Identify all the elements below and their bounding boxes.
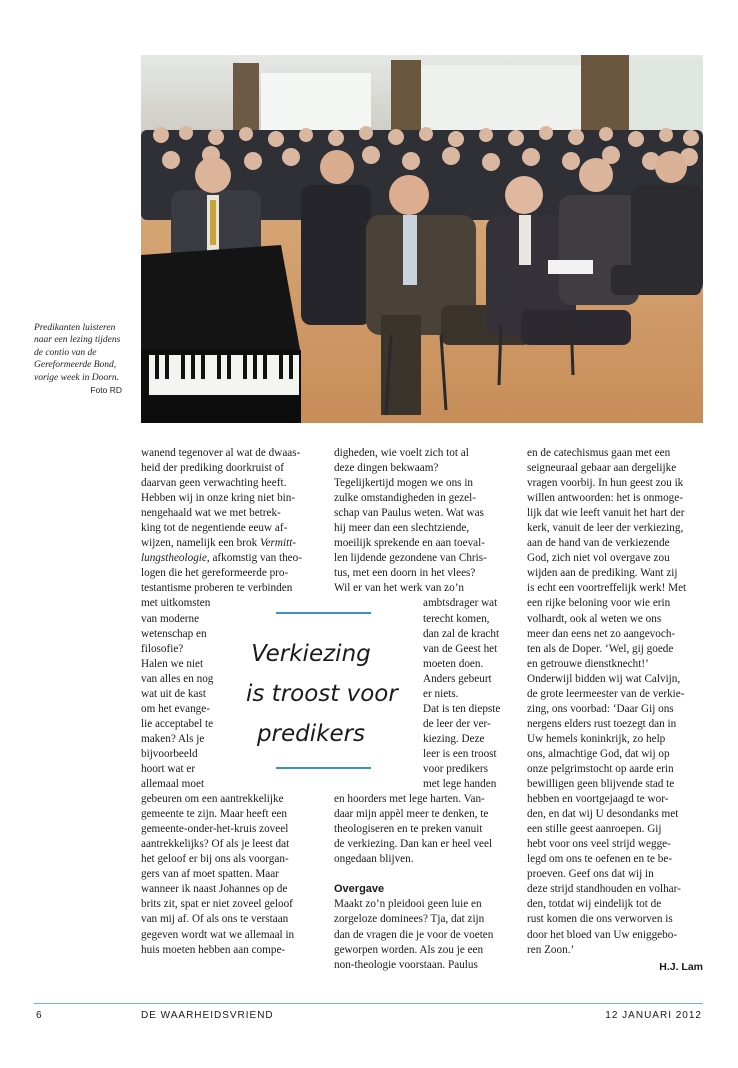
text-line: den, en dat wij U desondanks met	[527, 808, 679, 821]
blank-line	[334, 867, 500, 882]
text-line: non-theologie voorstaan. Paulus	[334, 958, 478, 971]
text-line: het geloof er bij ons als voorgan-	[141, 853, 289, 866]
text-line: gegeven wordt wat we allemaal in	[141, 928, 295, 941]
text-line: Dat is ten diepste	[423, 702, 501, 715]
text-line: filosofie?	[141, 642, 184, 655]
caption-line: de contio van de	[34, 347, 97, 358]
text-line: theologiseren en te preken vanuit	[334, 823, 483, 836]
text-line: willen antwoorden: het is onmoge-	[527, 492, 683, 505]
text-line: hebben en voortgejaagd te wor-	[527, 793, 669, 806]
text-line: Tegelijkertijd mogen we ons in	[334, 477, 474, 490]
issue-date: 12 JANUARI 2012	[605, 1010, 702, 1021]
text-line: terecht komen,	[423, 612, 490, 625]
text-line: den, totdat wij eindelijk tot de	[527, 898, 662, 911]
text-line: ren Zoon.’	[527, 943, 575, 956]
text-line: king tot de negentiende eeuw af-	[141, 522, 288, 535]
text-line: is echt een voortreffelijk werk! Met	[527, 582, 687, 595]
text-line: gebeuren om een aantrekkelijke	[141, 793, 284, 806]
text-line: van mij af. Of als ons te verstaan	[141, 913, 289, 926]
text-line: om het evange-	[141, 702, 210, 715]
text-line: Maakt zo’n pleidooi geen luie en	[334, 898, 482, 911]
text-line: de verkiezing. Dan kan er heel veel	[334, 838, 493, 851]
text-line: rust komen die ons verworven is	[527, 913, 673, 926]
text-line: Hebben wij in onze kring niet bin-	[141, 492, 296, 505]
text-line: vragen voorbij. In hun geest zou ik	[527, 477, 684, 490]
text-line: een rijke beloning voor wie erin	[527, 597, 671, 610]
text-line: bijvoorbeeld	[141, 747, 198, 760]
text-line: dan de vragen die je voor de voeten	[334, 928, 494, 941]
text-line: kerk, vanuit de leer der verkiezing,	[527, 522, 684, 535]
text-line: gemeente-onder-het-kruis zoveel	[141, 823, 289, 836]
text-line	[141, 551, 302, 566]
text-line: onze pelgrimstocht op aarde erin	[527, 762, 674, 775]
caption-line: vorige week in Doorn.	[34, 372, 119, 383]
text-line: logen die het gereformeerde pro-	[141, 567, 289, 580]
text-line: hebt voor ons veel strijd wegge-	[527, 838, 671, 851]
audience-photo-icon	[141, 55, 703, 423]
text-line: van de Geest het	[423, 642, 498, 655]
text-line: volhardt, ook al weten we ons	[527, 612, 662, 625]
text-line: zing, ons voorbad: ‘Daar Gij ons	[527, 702, 674, 715]
text-line: wat uit de kast	[141, 687, 206, 700]
photo-credit: Foto RD	[90, 385, 122, 396]
text-line: deze strijd standhouden en volhar-	[527, 883, 681, 896]
photo-caption	[34, 322, 122, 396]
text-line: en getrouwe dienstknecht!’	[527, 657, 649, 670]
text-line: nergens elders rust toezegt dan in	[527, 717, 677, 730]
text-line: deze dingen bekwaam?	[334, 462, 439, 475]
text-line: door het bloed van Uw eniggebo-	[527, 928, 678, 941]
audience-photo	[141, 55, 703, 423]
text-line: ons, almachtige God, dat wij op	[527, 747, 670, 760]
text-line: een stille geest aanroepen. Gij	[527, 823, 662, 836]
caption-line: Predikanten luisteren	[34, 323, 116, 333]
text-line: van moderne	[141, 612, 200, 625]
text-line: brits zit, spat er niet zoveel geloof	[141, 898, 293, 911]
text-line: hoort wat er	[141, 762, 196, 775]
text-line: de leer der ver-	[423, 717, 491, 730]
text-line: aan de hand van de verkiezende	[527, 537, 670, 550]
text-line: zorgeloze dominees? Tja, dat zijn	[334, 913, 485, 926]
text-line: meer dan eens net zo aangevoch-	[527, 627, 676, 640]
text-line: Halen we niet	[141, 657, 204, 670]
text-line: nengehaald wat we met betrek-	[141, 507, 281, 520]
text-line: heid der prediking doorkruist of	[141, 462, 284, 475]
text-line: en hoorders met lege harten. Van-	[334, 793, 485, 806]
italic-term: Vermitt-	[259, 537, 297, 550]
text-line: wanend tegenover al wat de dwaas-	[141, 447, 301, 459]
text-line	[141, 536, 302, 551]
text-line: Anders gebeurt	[423, 672, 492, 685]
text-line: wanneer ik naast Johannes op de	[141, 883, 288, 896]
text-line: en de catechismus gaan met een	[527, 447, 671, 459]
text-line: leer is een troost	[423, 747, 497, 760]
text-line: gemeente te zijn. Maar heeft een	[141, 808, 287, 821]
caption-line: naar een lezing tijdens	[34, 335, 121, 346]
text-line: legd om ons te oefenen en te be-	[527, 853, 673, 866]
text-line: Onderwijl bidden wij wat Calvijn,	[527, 672, 681, 685]
text-line: kiezing. Deze	[423, 732, 485, 745]
text-line: wijden aan de prediking. Want zij	[527, 567, 678, 580]
pull-quote-line: predikers	[256, 721, 366, 747]
text-line: digheden, wie voelt zich tot al	[334, 447, 469, 459]
text-line: daarvan geen verwachting heeft.	[141, 477, 287, 490]
text-line: allemaal moet	[141, 778, 205, 791]
text-line: ongedaan blijven.	[334, 853, 414, 866]
text-line: maken? Als je	[141, 732, 205, 745]
text-line: proeven. Geef ons dat wij in	[527, 868, 654, 881]
text-line: ambtsdrager wat	[423, 597, 498, 610]
text-line: moeilijk sprekende en aan toeval-	[334, 537, 485, 550]
text-line: huis moeten hebben aan compe-	[141, 943, 286, 956]
text-line: moeten doen.	[423, 657, 484, 670]
text-line: hij meer dan een slechtziende,	[334, 522, 470, 535]
text-line: seigneuraal gebaar aan dergelijke	[527, 462, 677, 475]
text-line: met lege handen	[423, 778, 497, 791]
pull-quote-line: is troost voor	[246, 681, 398, 707]
text-line: gers van af moet spatten. Maar	[141, 868, 279, 881]
text-line: tus, met een doorn in het vlees?	[334, 567, 476, 580]
text-line: wetenschap en	[141, 627, 207, 640]
text-line: dan zal de kracht	[423, 627, 500, 640]
text-line: zulke omstandigheden in gezel-	[334, 492, 476, 505]
text-line: lijk dat wie leeft vanuit het hart der	[527, 507, 685, 520]
text-fragment: , afkomstig van theo-	[206, 552, 302, 565]
text-line: len lijdende gezondene van Chris-	[334, 552, 487, 565]
text-line: ten als de Doper. ‘Wel, gij goede	[527, 642, 674, 655]
text-line: er niets.	[423, 687, 459, 700]
text-line: schap van Paulus weten. Wat was	[334, 507, 484, 520]
text-line: God, zich niet vol overgave zou	[527, 552, 670, 565]
text-line: lie acceptabel te	[141, 717, 214, 730]
pull-quote-rule-top	[276, 612, 371, 614]
text-line: daar mijn appèl meer te denken, te	[334, 808, 489, 821]
text-line: aantrekkelijks? Of als je leest dat	[141, 838, 290, 851]
text-line: Uw hemels koninkrijk, zo help	[527, 732, 666, 745]
text-line: bewilligen geen blijvende stad te	[527, 778, 675, 791]
section-subheading: Overgave	[334, 883, 385, 896]
text-line: geworpen worden. Als zou je een	[334, 943, 484, 956]
text-fragment: wijzen, namelijk een brok	[141, 537, 260, 550]
footer-rule	[34, 1003, 703, 1004]
page-number: 6	[36, 1010, 43, 1021]
italic-term: lungstheologie	[141, 552, 207, 565]
text-line: van alles en nog	[141, 672, 214, 685]
text-line: testantisme proberen te verbinden	[141, 582, 293, 595]
pull-quote-line: Verkiezing	[251, 641, 371, 667]
text-line: Wil er van het werk van zo’n	[334, 582, 465, 595]
text-column-3	[527, 446, 703, 975]
text-line: met uitkomsten	[141, 597, 211, 610]
caption-line: Gereformeerde Bond,	[34, 360, 117, 371]
author-signature: H.J. Lam	[659, 960, 703, 973]
text-line: de grote leermeester van de verkie-	[527, 687, 685, 700]
magazine-name: DE WAARHEIDSVRIEND	[141, 1010, 274, 1021]
pull-quote-rule-bottom	[276, 767, 371, 769]
text-line: voor predikers	[423, 762, 488, 775]
